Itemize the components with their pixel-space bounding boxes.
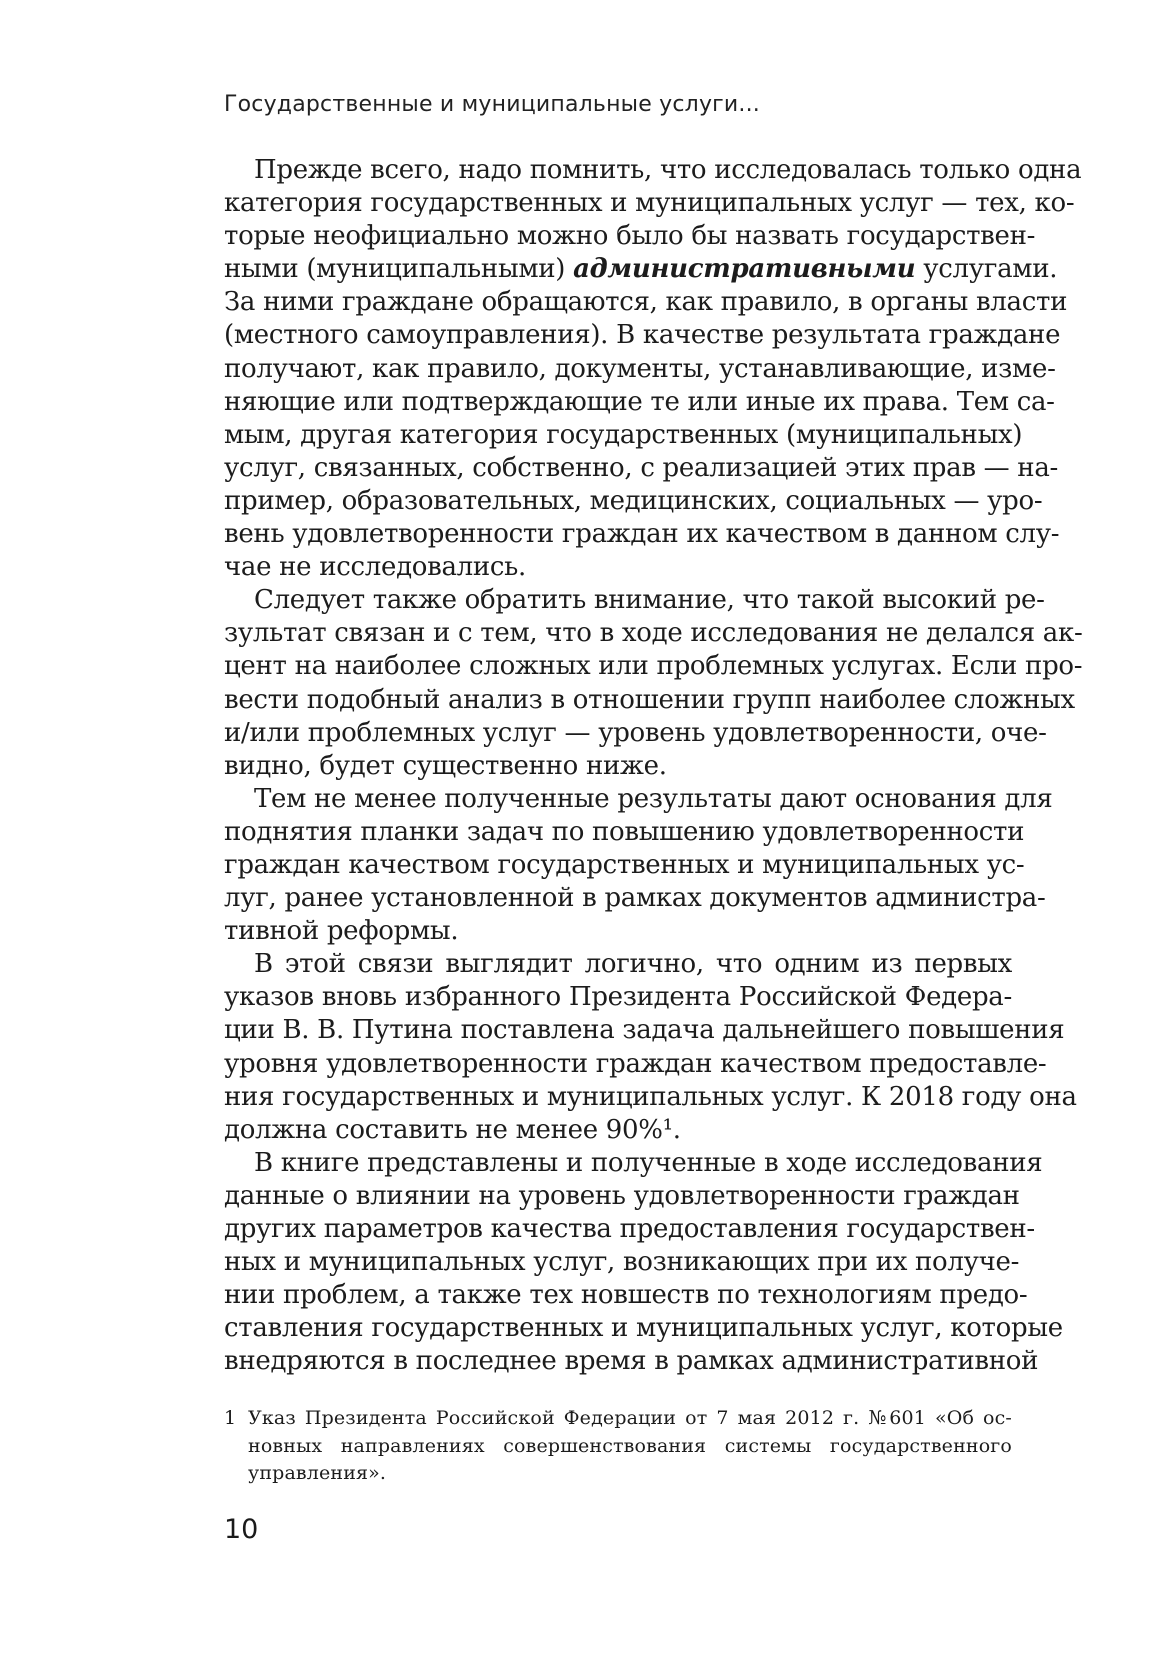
text-line: тивной реформы. xyxy=(224,916,459,947)
text-line: няющие или подтверждающие те или иные их права. Тем са- xyxy=(224,386,1055,417)
text-line: ных и муниципальных услуг, возникающих при их получе- xyxy=(224,1247,1020,1278)
text-line: мым, другая категория государственных (муниципальных) xyxy=(224,419,1023,450)
footnote-line: новных направлениях совершенствования системы государственного xyxy=(248,1434,1012,1457)
text-line: цент на наиболее сложных или проблемных услугах. Если про- xyxy=(224,651,1083,682)
text-fragment: услугами. xyxy=(923,254,1058,285)
text-line: ния государственных и муниципальных услуг. К 2018 году она xyxy=(224,1081,1077,1112)
text-line: указов вновь избранного Президента Российской Федера- xyxy=(224,982,1012,1013)
text-line: луг, ранее установленной в рамках документов администра- xyxy=(224,883,1046,914)
text-line: За ними граждане обращаются, как правило, в органы власти xyxy=(224,287,1068,318)
text-line: вень удовлетворенности граждан их качеством в данном слу- xyxy=(224,519,1060,550)
footnote-text: Указ Президента Российской Федерации от 7 мая 2012 г. №601 «Об ос- xyxy=(248,1407,1012,1429)
text-line: должна составить не менее 90%¹. xyxy=(224,1114,681,1145)
text-line: услуг, связанных, собственно, с реализацией этих прав — на- xyxy=(224,452,1059,483)
text-line: данные о влиянии на уровень удовлетворенности граждан xyxy=(224,1180,1020,1211)
text-line: В книге представлены и полученные в ходе исследования xyxy=(254,1147,1043,1178)
emphasized-term: административными xyxy=(573,254,916,285)
text-line-with-emphasis xyxy=(224,253,1058,286)
footnote-line: управления». xyxy=(248,1462,387,1485)
text-line: получают, как правило, документы, устанавливающие, изме- xyxy=(224,353,1056,384)
text-line: и/или проблемных услуг — уровень удовлетворенности, оче- xyxy=(224,717,1047,748)
text-line: Следует также обратить внимание, что такой высокий ре- xyxy=(254,585,1045,616)
text-line: нии проблем, а также тех новшеств по технологиям предо- xyxy=(224,1280,1028,1311)
text-line: внедряются в последнее время в рамках административной xyxy=(224,1346,1039,1377)
text-line: Тем не менее полученные результаты дают основания для xyxy=(254,783,1053,814)
text-fragment: ными (муниципальными) xyxy=(224,254,566,285)
text-line: вести подобный анализ в отношении групп наиболее сложных xyxy=(224,684,1075,715)
text-line: Прежде всего, надо помнить, что исследовалась только одна xyxy=(254,155,1082,185)
text-line: категория государственных и муниципальных услуг — тех, ко- xyxy=(224,188,1075,219)
running-header: Государственные и муниципальные услуги... xyxy=(224,92,760,117)
text-line: других параметров качества предоставления государствен- xyxy=(224,1214,1035,1244)
text-line: граждан качеством государственных и муниципальных ус- xyxy=(224,849,1025,880)
text-line: пример, образовательных, медицинских, социальных — уро- xyxy=(224,485,1043,516)
page-number: 10 xyxy=(224,1514,259,1545)
text-line: видно, будет существенно ниже. xyxy=(224,750,667,781)
footnote-number: 1 xyxy=(224,1407,237,1429)
text-line: торые неофициально можно было бы назвать государствен- xyxy=(224,221,1036,252)
text-line: зультат связан и с тем, что в ходе исследования не делался ак- xyxy=(224,618,1083,649)
text-line: уровня удовлетворенности граждан качеством предоставле- xyxy=(224,1048,1047,1079)
text-line: ставления государственных и муниципальных услуг, которые xyxy=(224,1313,1063,1344)
body-text xyxy=(224,154,1083,1378)
text-line: чае не исследовались. xyxy=(224,552,527,583)
text-line: поднятия планки задач по повышению удовлетворенности xyxy=(224,816,1025,847)
footnote xyxy=(224,1405,1012,1488)
text-line: В этой связи выглядит логично, что одним из первых xyxy=(254,949,1012,980)
text-line: ции В. В. Путина поставлена задача дальнейшего повышения xyxy=(224,1015,1065,1046)
text-line: (местного самоуправления). В качестве результата граждане xyxy=(224,320,1061,351)
footnote-line xyxy=(224,1405,1012,1433)
